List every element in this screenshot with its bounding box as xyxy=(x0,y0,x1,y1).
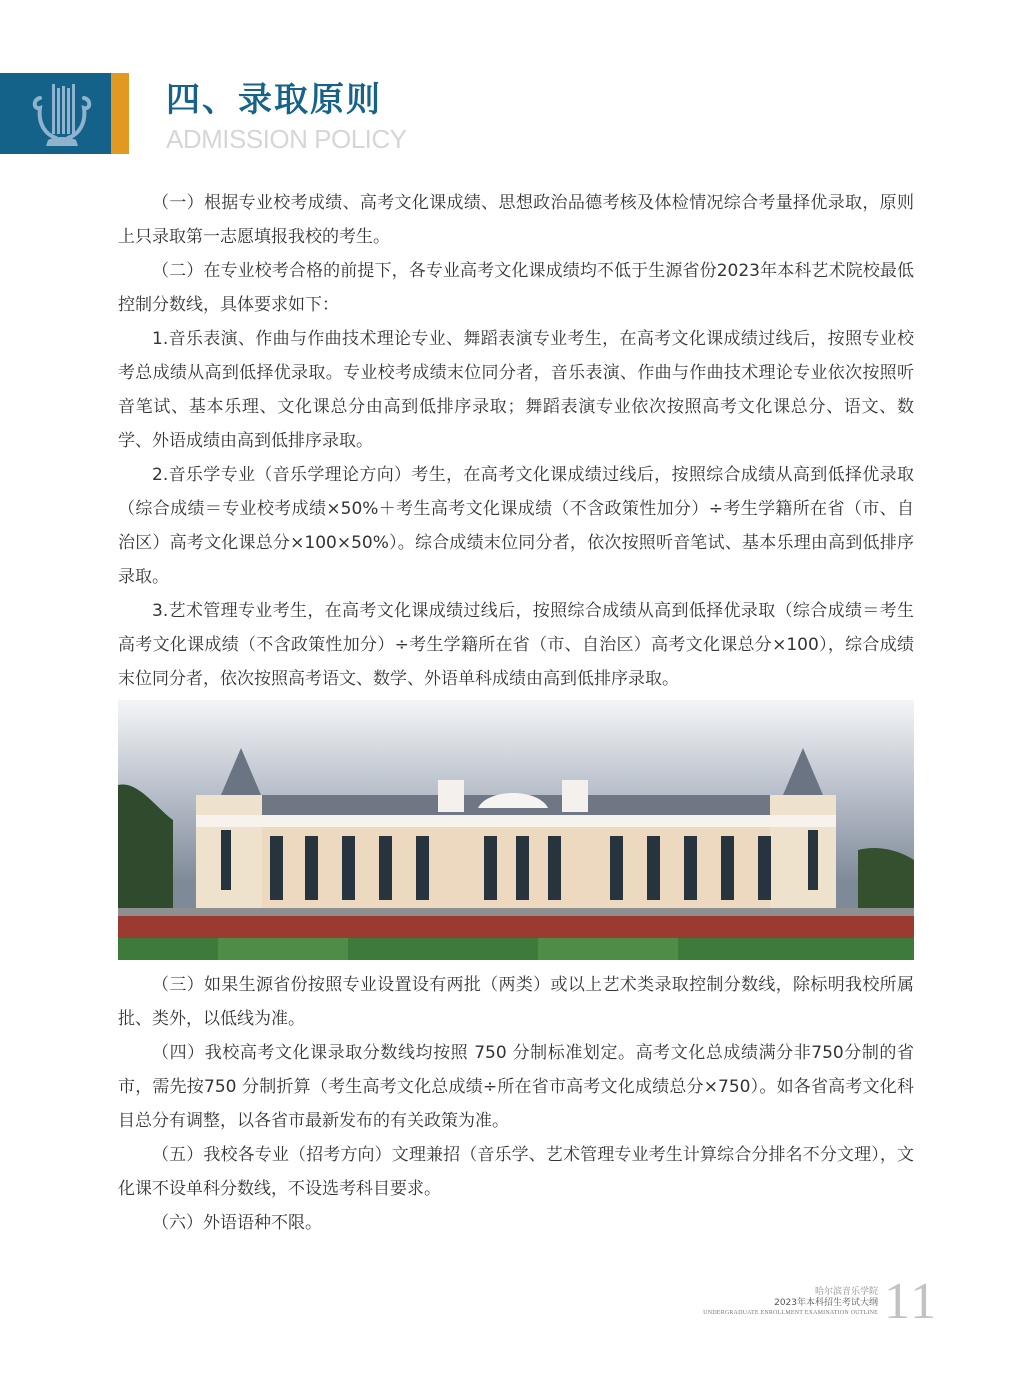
policy-text-section-2 xyxy=(118,968,914,1240)
policy-paragraph-2-2: 2.音乐学专业（音乐学理论方向）考生，在高考文化课成绩过线后，按照综合成绩从高到低择优录取（综合成绩＝专业校考成绩×50%＋考生高考文化课成绩（不含政策性加分）÷考生学籍所在省（市、自治区）高考文化课总分×100×50%）。综合成绩末位同分者，依次按照听音笔试、基本乐理由高到低排序录取。 xyxy=(118,465,914,587)
page-subtitle-en: ADMISSION POLICY xyxy=(166,124,407,154)
policy-text-section-1 xyxy=(118,186,914,696)
page-footer xyxy=(703,1287,878,1318)
footer-english-title: UNDERGRADUATE ENROLLMENT EXAMINATION OUTLINE xyxy=(703,1310,878,1316)
policy-paragraph-6: （六）外语语种不限。 xyxy=(152,1213,322,1233)
header-accent-bar xyxy=(111,73,129,154)
page-title: 四、录取原则 xyxy=(166,80,382,120)
footer-school-name: 哈尔滨音乐学院 xyxy=(814,1287,878,1297)
policy-paragraph-4: （四）我校高考文化课录取分数线均按照 750 分制标准划定。高考文化总成绩满分非750分制的省市，需先按750 分制折算（考生高考文化总成绩÷所在省市高考文化成绩总分×750）。如各省高考文化科目总分有调整，以各省市最新发布的有关政策为准。 xyxy=(118,1043,914,1131)
policy-paragraph-3: （三）如果生源省份按照专业设置设有两批（两类）或以上艺术类录取控制分数线，除标明我校所属批、类外，以低线为准。 xyxy=(118,975,914,1029)
policy-paragraph-2-3: 3.艺术管理专业考生，在高考文化课成绩过线后，按照综合成绩从高到低择优录取（综合成绩＝考生高考文化课成绩（不含政策性加分）÷考生学籍所在省（市、自治区）高考文化课总分×100），综合成绩末位同分者，依次按照高考语文、数学、外语单科成绩由高到低排序录取。 xyxy=(118,601,914,689)
campus-building-photo xyxy=(118,700,914,960)
footer-document-title: 2023年本科招生考试大纲 xyxy=(774,1298,878,1308)
policy-paragraph-2-1: 1.音乐表演、作曲与作曲技术理论专业、舞蹈表演专业考生，在高考文化课成绩过线后，按照专业校考总成绩从高到低择优录取。专业校考成绩末位同分者，音乐表演、作曲与作曲技术理论专业依次按照听音笔试、基本乐理、文化课总分由高到低排序录取；舞蹈表演专业依次按照高考文化课总分、语文、数学、外语成绩由高到低排序录取。 xyxy=(118,329,914,451)
policy-paragraph-1: （一）根据专业校考成绩、高考文化课成绩、思想政治品德考核及体检情况综合考量择优录取，原则上只录取第一志愿填报我校的考生。 xyxy=(118,193,914,247)
policy-paragraph-2: （二）在专业校考合格的前提下，各专业高考文化课成绩均不低于生源省份2023年本科艺术院校最低控制分数线，具体要求如下： xyxy=(118,261,914,315)
page-number: 11 xyxy=(884,1273,939,1330)
policy-paragraph-5: （五）我校各专业（招考方向）文理兼招（音乐学、艺术管理专业考生计算综合分排名不分文理），文化课不设单科分数线，不设选考科目要求。 xyxy=(118,1145,914,1199)
lyre-hcm-logo-icon xyxy=(30,78,94,150)
